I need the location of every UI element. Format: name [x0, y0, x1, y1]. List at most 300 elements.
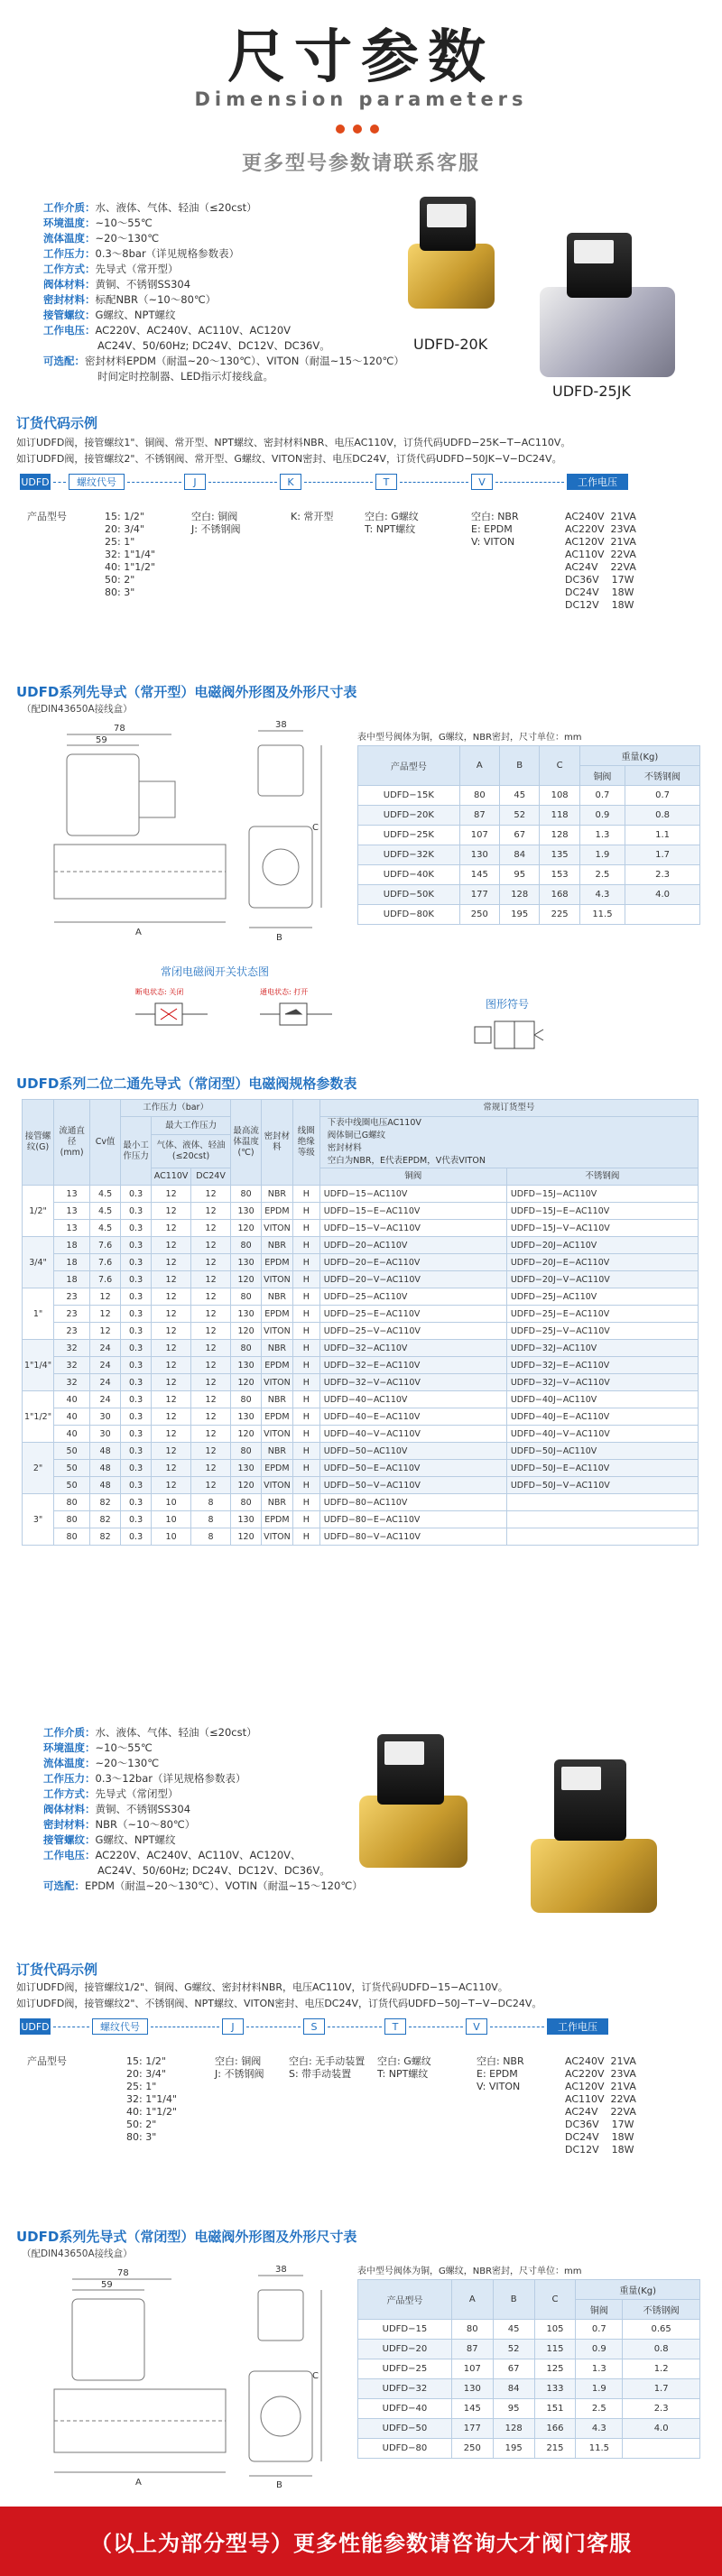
table-cell: 32 — [54, 1340, 90, 1357]
table-row — [23, 1323, 699, 1340]
type-options: K: 常开型 — [291, 511, 334, 522]
table-cell: 130 — [231, 1460, 262, 1477]
table-cell: 130 — [231, 1306, 262, 1323]
table-cell: 12 — [191, 1460, 231, 1477]
table-cell: 0.65 — [623, 2320, 700, 2340]
table-cell: 13 — [54, 1186, 90, 1203]
table-cell: 0.3 — [121, 1323, 152, 1340]
spec-table: 接管螺纹(G) 流通直径(mm) Cv值 工作压力（bar） 最高流体温度(℃) 密封材料 线圈绝缘等级 常规订货型号 最小工作压力 最大工作压力 下表中线圈电压AC110V 阀体铜已G螺纹 密封材料 空白为NBR，E代表EPDM，V代表VITON 气体、液体、轻油(≤20cst) AC110V DC24V 铜阀 不锈钢阀 1/2" 13 4.5 0.3 12 12 80 NBR H UDFD−15−AC110V UDFD−15J−AC110V 13 4.5 0.3 12 12 130 EPDM H UDFD−15−E−AC110V UDFD−15J−E−AC110V 13 4.5 0.3 12 12 120 VITON H UDFD−15−V−AC110V UDFD−15J−V−AC110V 3/4" 18 7.6 0.3 12 12 80 NBR H UDFD−20−AC110V UDFD−20J−AC110V 18 7.6 0.3 12 12 130 EPDM H UDFD−20−E−AC110V UDFD−20J−E−AC110V 18 7.6 0.3 12 12 120 VITON H UDFD−20−V−AC110V UDFD−20J−V−AC110V 1" 23 12 0.3 12 12 80 NBR H UDFD−25−AC110V UDFD−25J−AC110V 23 12 0.3 12 12 130 EPDM H UDFD−25−E−AC110V UDFD−25J−E−AC110V 23 12 0.3 12 12 120 VITON H UDFD−25−V−AC110V UDFD−25J−V−AC110V 1"1/4" 32 24 0.3 12 12 80 NBR H UDFD−32−AC110V UDFD−32J−AC110V 32 24 0.3 12 12 130 EPDM H UDFD−32−E−AC110V UDFD−32J−E−AC110V 32 24 0.3 12 12 120 VITON H UDFD−32−V−AC110V UDFD−32J−V−AC110V 1"1/2" 40 24 0.3 12 12 80 NBR H UDFD−40−AC110V UDFD−40J−AC110V 40 30 0.3 12 12 130 EPDM H UDFD−40−E−AC110V UDFD−40J−E−AC110V 40 30 0.3 12 12 120 VITON H UDFD−40−V−AC110V UDFD−40J−V−AC110V 2" 50 48 0.3 12 12 80 NBR H UDFD−50−AC110V UDFD−50J−AC110V 50 48 0.3 12 12 130 EPDM H UDFD−50−E−AC110V UDFD−50J−E−AC110V 50 48 0.3 12 12 120 VITON H UDFD−50−V−AC110V UDFD−50J−V−AC110V 3" 80 82 0.3 10 8 80 NBR H UDFD−80−AC110V 80 82 0.3 10 8 130 EPDM H UDFD−80−E−AC110V 80 82 0.3 10 8 120 VITON H UDFD−80−V−AC110V — [22, 1099, 699, 1546]
table-cell: UDFD−80−V−AC110V — [319, 1528, 506, 1546]
table-cell: H — [292, 1254, 319, 1271]
table-cell: 0.3 — [121, 1443, 152, 1460]
table-cell: 95 — [500, 865, 540, 885]
coil-image — [567, 233, 632, 298]
table-cell: 12 — [191, 1477, 231, 1494]
spec-value: G螺纹、NPT螺纹 — [95, 309, 176, 321]
table-cell: UDFD−15−V−AC110V — [319, 1220, 506, 1237]
table-row — [23, 1306, 699, 1323]
order-note: 如订UDFD阀，接管螺纹2"、不锈钢阀、NPT螺纹、VITON密封、电压DC24V，订货代码UDFD−50J−T−V−DC24V。 — [16, 1998, 542, 2009]
table-cell: 153 — [540, 865, 579, 885]
table-cell: 32 — [54, 1374, 90, 1391]
spec-value: 0.3～8bar（详见规格参数表） — [95, 247, 240, 260]
spec-row — [43, 1863, 363, 1879]
table-row — [358, 826, 700, 845]
table-cell: UDFD−20K — [358, 806, 460, 826]
table-cell: UDFD−15J−V−AC110V — [506, 1220, 698, 1237]
dimension-table: 产品型号 A B C 重量(Kg) 铜阀 不锈钢阀 UDFD−15 80 45 105 0.7 0.65 UDFD−20 87 52 115 0.9 0.8 UDFD−25 107 67 125 1.3 1.2 UDFD−32 130 84 133 1.9 1.7 UDFD−40 145 95 151 2.5 2.3 UDFD−50 177 128 166 4.3 4.0 UDFD−80 250 195 215 11.5 — [357, 2279, 700, 2459]
table-row — [358, 885, 700, 905]
table-cell: EPDM — [262, 1203, 293, 1220]
spec-value: G螺纹、NPT螺纹 — [95, 1833, 176, 1846]
table-row — [23, 1203, 699, 1220]
states-title: 常闭电磁阀开关状态图 — [161, 965, 270, 978]
table-cell: UDFD−40J−AC110V — [506, 1391, 698, 1408]
table-cell: 8 — [191, 1528, 231, 1546]
table-row — [23, 1237, 699, 1254]
valve-image-brass — [359, 1796, 467, 1868]
order-note: 如订UDFD阀，接管螺纹1/2"、铜阀、G螺纹、密封材料NBR，电压AC110V，订货代码UDFD−15−AC110V。 — [16, 1981, 508, 1993]
dim-title: UDFD系列先导式（常开型）电磁阀外形图及外形尺寸表 — [16, 684, 357, 700]
table-cell: 120 — [231, 1374, 262, 1391]
table-cell: 50 — [54, 1443, 90, 1460]
decor-dots — [336, 125, 379, 134]
table-cell: H — [292, 1203, 319, 1220]
thread-type-options: 空白: G螺纹 T: NPT螺纹 — [377, 2055, 431, 2080]
spec-row — [43, 216, 404, 231]
table-cell: UDFD−40−E−AC110V — [319, 1408, 506, 1426]
table-cell: 12 — [191, 1340, 231, 1357]
table-cell: 32 — [54, 1357, 90, 1374]
dim-subtitle: （配DIN43650A接线盒） — [22, 704, 133, 715]
thread-options: 15: 1/2" 20: 3/4" 25: 1" 32: 1"1/4" 40: 1"1/2" 50: 2" 80: 3" — [105, 511, 156, 598]
symbol-title: 图形符号 — [486, 998, 530, 1011]
table-cell: 80 — [451, 2320, 493, 2340]
spec-row — [43, 1787, 363, 1802]
table-cell: 225 — [540, 905, 579, 925]
table-cell: 0.3 — [121, 1374, 152, 1391]
table-cell: 80 — [54, 1528, 90, 1546]
table-cell: 12 — [152, 1323, 191, 1340]
table-cell: NBR — [262, 1443, 293, 1460]
spec-table-title: UDFD系列二位二通先导式（常闭型）电磁阀规格参数表 — [16, 1076, 357, 1092]
table-cell: UDFD−40−V−AC110V — [319, 1426, 506, 1443]
table-cell: 1.3 — [576, 2359, 623, 2379]
table-cell: VITON — [262, 1271, 293, 1288]
table-cell: H — [292, 1528, 319, 1546]
table-cell: 0.3 — [121, 1494, 152, 1511]
table-cell: 12 — [152, 1306, 191, 1323]
table-cell: VITON — [262, 1220, 293, 1237]
spec-key: 工作方式： — [43, 1787, 96, 1800]
table-cell: 87 — [451, 2340, 493, 2359]
table-cell: 1.7 — [623, 2379, 700, 2399]
table-cell: 12 — [191, 1254, 231, 1271]
table-cell: 0.3 — [121, 1271, 152, 1288]
table-cell: NBR — [262, 1391, 293, 1408]
table-row — [358, 2340, 700, 2359]
spec-key: 阀体材料： — [43, 1803, 96, 1815]
table-cell: 8 — [191, 1511, 231, 1528]
table-cell: UDFD−80−E−AC110V — [319, 1511, 506, 1528]
table-cell: 11.5 — [576, 2439, 623, 2459]
table-cell: 84 — [500, 845, 540, 865]
table-cell: 18 — [54, 1237, 90, 1254]
table-cell: 12 — [152, 1220, 191, 1237]
dim-label: 59 — [96, 735, 107, 745]
table-cell: 4.0 — [623, 2419, 700, 2439]
table-cell: 2.5 — [576, 2399, 623, 2419]
dim-subtitle: （配DIN43650A接线盒） — [22, 2248, 133, 2259]
table-cell: 12 — [90, 1323, 121, 1340]
spec-key: 环境温度： — [43, 217, 96, 229]
table-cell: 130 — [451, 2379, 493, 2399]
coil-image — [420, 197, 476, 251]
table-cell: 12 — [152, 1460, 191, 1477]
table-cell: UDFD−80−AC110V — [319, 1494, 506, 1511]
table-cell: 0.3 — [121, 1511, 152, 1528]
table-cell: 80 — [231, 1186, 262, 1203]
table-cell: 0.3 — [121, 1477, 152, 1494]
dim-note: 表中型号阀体为铜，G螺纹，NBR密封，尺寸单位：mm — [357, 2267, 582, 2276]
spec-row — [43, 1879, 363, 1894]
table-row — [358, 2399, 700, 2419]
table-row — [23, 1288, 699, 1306]
table-cell: UDFD−15J−AC110V — [506, 1186, 698, 1203]
footer-banner: （以上为部分型号）更多性能参数请咨询大才阀门客服 — [0, 2507, 722, 2576]
spec-value: 0.3～12bar（详见规格参数表） — [95, 1772, 246, 1785]
table-row — [358, 845, 700, 865]
spec-key: 接管螺纹： — [43, 309, 96, 321]
table-cell: UDFD−80 — [358, 2439, 452, 2459]
spec-key: 工作电压： — [43, 324, 96, 337]
spec-row — [43, 200, 404, 216]
spec-value: 先导式（常开型） — [95, 263, 179, 275]
table-cell: UDFD−50−E−AC110V — [319, 1460, 506, 1477]
table-cell: 45 — [500, 786, 540, 806]
table-cell: 80 — [231, 1443, 262, 1460]
order-note: 如订UDFD阀，接管螺纹1"、铜阀、常开型、NPT螺纹、密封材料NBR、电压AC110V，订货代码UDFD−25K−T−AC110V。 — [16, 437, 571, 448]
table-cell: NBR — [262, 1288, 293, 1306]
table-cell: 130 — [231, 1511, 262, 1528]
table-cell: UDFD−32K — [358, 845, 460, 865]
table-cell: 12 — [152, 1203, 191, 1220]
table-cell: 12 — [152, 1186, 191, 1203]
table-cell: 4.5 — [90, 1186, 121, 1203]
table-cell: 40 — [54, 1408, 90, 1426]
valve-symbol-icon — [467, 1014, 567, 1056]
table-cell: 118 — [540, 806, 579, 826]
table-cell: 23 — [54, 1323, 90, 1340]
table-cell: 24 — [90, 1357, 121, 1374]
dim-label: C — [312, 2371, 319, 2381]
table-cell: 133 — [534, 2379, 576, 2399]
table-cell: EPDM — [262, 1511, 293, 1528]
table-cell: 1.9 — [576, 2379, 623, 2399]
spec-row — [43, 369, 404, 384]
table-cell: UDFD−40−AC110V — [319, 1391, 506, 1408]
table-cell: H — [292, 1340, 319, 1357]
spec-value: ~20～130℃ — [95, 232, 160, 245]
pipe-cell: 1"1/4" — [23, 1340, 54, 1391]
valve-image-brass — [531, 1839, 657, 1913]
table-cell: H — [292, 1323, 319, 1340]
table-cell: H — [292, 1220, 319, 1237]
table-cell: 7.6 — [90, 1254, 121, 1271]
table-cell: 7.6 — [90, 1271, 121, 1288]
table-row — [23, 1528, 699, 1546]
table-cell: H — [292, 1511, 319, 1528]
spec-value: ~20～130℃ — [95, 1757, 160, 1769]
table-cell: UDFD−25−E−AC110V — [319, 1306, 506, 1323]
table-cell: 7.6 — [90, 1237, 121, 1254]
pipe-cell: 3/4" — [23, 1237, 54, 1288]
table-cell: UDFD−25J−E−AC110V — [506, 1306, 698, 1323]
spec-row — [43, 1756, 363, 1771]
table-cell: UDFD−50−AC110V — [319, 1443, 506, 1460]
spec-row — [43, 262, 404, 277]
table-row — [23, 1186, 699, 1203]
dim-label: C — [312, 823, 319, 833]
dim-label: B — [276, 933, 282, 943]
table-cell: 128 — [500, 885, 540, 905]
table-cell: 250 — [459, 905, 499, 925]
table-cell: 12 — [152, 1288, 191, 1306]
table-cell: NBR — [262, 1494, 293, 1511]
table-cell: 80 — [231, 1391, 262, 1408]
table-row — [358, 905, 700, 925]
table-cell: 24 — [90, 1374, 121, 1391]
table-row — [23, 1340, 699, 1357]
spec-key: 密封材料： — [43, 1818, 96, 1831]
valve-image-steel — [540, 287, 675, 377]
table-cell: UDFD−15−E−AC110V — [319, 1203, 506, 1220]
table-cell: H — [292, 1357, 319, 1374]
table-cell: 128 — [493, 2419, 534, 2439]
table-cell: 130 — [231, 1203, 262, 1220]
order-code-title: 订货代码示例 — [16, 415, 98, 431]
pipe-cell: 2" — [23, 1443, 54, 1494]
table-cell: UDFD−25J−V−AC110V — [506, 1323, 698, 1340]
table-cell: UDFD−20 — [358, 2340, 452, 2359]
table-cell: 82 — [90, 1511, 121, 1528]
table-cell: 12 — [90, 1306, 121, 1323]
table-cell: 12 — [191, 1357, 231, 1374]
table-cell: 84 — [493, 2379, 534, 2399]
table-cell: 151 — [534, 2399, 576, 2419]
spec-row — [43, 1848, 363, 1863]
table-cell: 195 — [493, 2439, 534, 2459]
spec-list-normally-closed — [43, 1725, 363, 1894]
voltage-options: AC240V 21VA AC220V 23VA AC120V 21VA AC110V 22VA AC24V 22VA DC36V 17W DC24V 18W DC12V 18W — [565, 511, 636, 611]
valve-image-brass — [408, 244, 495, 309]
spec-value: AC24V、50/60Hz; DC24V、DC12V、DC36V。 — [97, 339, 330, 352]
table-cell: 8 — [191, 1494, 231, 1511]
table-cell: 18 — [54, 1254, 90, 1271]
dimension-drawing — [36, 718, 325, 944]
table-cell: 24 — [90, 1340, 121, 1357]
table-row — [358, 2320, 700, 2340]
table-cell: UDFD−15J−E−AC110V — [506, 1203, 698, 1220]
table-cell: 95 — [493, 2399, 534, 2419]
page-title: 尺寸参数 — [227, 24, 495, 91]
table-cell: 177 — [451, 2419, 493, 2439]
state-on-label: 通电状态: 打开 — [260, 988, 309, 996]
table-cell: UDFD−50J−V−AC110V — [506, 1477, 698, 1494]
seal-options: 空白: NBR E: EPDM V: VITON — [471, 511, 519, 548]
table-cell: 195 — [500, 905, 540, 925]
table-cell: 48 — [90, 1443, 121, 1460]
table-row — [358, 2359, 700, 2379]
table-cell: H — [292, 1186, 319, 1203]
spec-key: 工作方式： — [43, 263, 96, 275]
table-cell: 12 — [152, 1374, 191, 1391]
table-cell: 12 — [152, 1254, 191, 1271]
spec-key: 环境温度： — [43, 1741, 96, 1754]
table-cell: 12 — [152, 1391, 191, 1408]
table-cell: EPDM — [262, 1254, 293, 1271]
table-cell: 52 — [493, 2340, 534, 2359]
table-cell: 12 — [191, 1408, 231, 1426]
table-cell: 0.8 — [625, 806, 700, 826]
spec-row — [43, 338, 404, 354]
order-code-bar: UDFD 螺纹代号 J K T V 工作电压 — [20, 473, 628, 491]
spec-row — [43, 246, 404, 262]
table-cell: 40 — [54, 1426, 90, 1443]
table-cell: 0.3 — [121, 1306, 152, 1323]
spec-value: AC220V、AC240V、AC110V、AC120V — [95, 324, 292, 337]
spec-row — [43, 1725, 363, 1740]
table-cell: 12 — [152, 1426, 191, 1443]
table-cell: 108 — [540, 786, 579, 806]
table-cell: 2.5 — [579, 865, 625, 885]
spec-row — [43, 308, 404, 323]
table-cell: UDFD−50J−AC110V — [506, 1443, 698, 1460]
table-cell: 82 — [90, 1494, 121, 1511]
table-cell: UDFD−32J−AC110V — [506, 1340, 698, 1357]
table-cell: 120 — [231, 1220, 262, 1237]
table-cell: 0.3 — [121, 1288, 152, 1306]
spec-key: 工作介质： — [43, 1726, 96, 1739]
table-row — [23, 1220, 699, 1237]
table-cell: 0.7 — [625, 786, 700, 806]
table-cell: 30 — [90, 1426, 121, 1443]
table-cell: 107 — [451, 2359, 493, 2379]
table-cell: UDFD−25K — [358, 826, 460, 845]
table-cell: UDFD−20J−E−AC110V — [506, 1254, 698, 1271]
table-cell: 12 — [191, 1374, 231, 1391]
table-cell: 0.9 — [579, 806, 625, 826]
table-cell: 12 — [191, 1323, 231, 1340]
table-cell: 48 — [90, 1460, 121, 1477]
table-cell: 105 — [534, 2320, 576, 2340]
table-cell: 12 — [152, 1237, 191, 1254]
spec-key: 接管螺纹： — [43, 1833, 96, 1846]
voltage-options: AC240V 21VA AC220V 23VA AC120V 21VA AC110V 22VA AC24V 22VA DC36V 17W DC24V 18W DC12V 18W — [565, 2055, 636, 2156]
table-row — [23, 1254, 699, 1271]
spec-key: 流体温度： — [43, 232, 96, 245]
table-cell: 130 — [231, 1357, 262, 1374]
table-row — [358, 806, 700, 826]
table-cell: 12 — [152, 1271, 191, 1288]
order-code-bar: UDFD 螺纹代号 J S T V 工作电压 — [20, 2017, 608, 2036]
table-cell: 1.9 — [579, 845, 625, 865]
table-cell: UDFD−50J−E−AC110V — [506, 1460, 698, 1477]
table-cell: 115 — [534, 2340, 576, 2359]
spec-value: 黄铜、不锈钢SS304 — [95, 1803, 191, 1815]
spec-value: 黄铜、不锈钢SS304 — [95, 278, 191, 291]
table-cell: 80 — [231, 1288, 262, 1306]
dim-label: B — [276, 2480, 282, 2488]
table-cell: 0.8 — [623, 2340, 700, 2359]
spec-key: 工作压力： — [43, 1772, 96, 1785]
spec-key: 工作电压： — [43, 1849, 96, 1861]
dim-title: UDFD系列先导式（常闭型）电磁阀外形图及外形尺寸表 — [16, 2229, 357, 2245]
table-cell: 177 — [459, 885, 499, 905]
table-cell: 13 — [54, 1220, 90, 1237]
table-row — [23, 1357, 699, 1374]
product-label-a: UDFD-20K — [413, 336, 488, 353]
table-cell: 0.3 — [121, 1220, 152, 1237]
dim-label: 78 — [117, 2268, 129, 2278]
spec-value: 水、液体、气体、轻油（≤20cst） — [95, 201, 257, 214]
table-cell: 168 — [540, 885, 579, 905]
table-cell: 67 — [500, 826, 540, 845]
table-cell: H — [292, 1374, 319, 1391]
table-cell: 120 — [231, 1426, 262, 1443]
table-cell: H — [292, 1237, 319, 1254]
dim-label: 78 — [114, 724, 125, 734]
table-cell: 12 — [191, 1391, 231, 1408]
tagline: 更多型号参数请联系客服 — [241, 152, 480, 175]
table-cell: UDFD−25 — [358, 2359, 452, 2379]
table-cell: UDFD−20−V−AC110V — [319, 1271, 506, 1288]
table-cell: 12 — [152, 1408, 191, 1426]
spec-row — [43, 1802, 363, 1817]
table-cell: 215 — [534, 2439, 576, 2459]
table-cell: 48 — [90, 1477, 121, 1494]
table-cell: UDFD−50 — [358, 2419, 452, 2439]
table-cell: 82 — [90, 1528, 121, 1546]
table-cell: 23 — [54, 1306, 90, 1323]
spec-value: 时间定时控制器、LED指示灯接线盒。 — [97, 370, 274, 383]
table-cell: 120 — [231, 1323, 262, 1340]
table-cell: VITON — [262, 1477, 293, 1494]
page-subtitle-en: Dimension parameters — [194, 88, 528, 110]
spec-row — [43, 292, 404, 308]
table-cell: 67 — [493, 2359, 534, 2379]
table-cell: UDFD−20−E−AC110V — [319, 1254, 506, 1271]
spec-key: 阀体材料： — [43, 278, 96, 291]
table-cell: VITON — [262, 1374, 293, 1391]
table-cell: 12 — [191, 1186, 231, 1203]
table-cell: 11.5 — [579, 905, 625, 925]
table-cell: 120 — [231, 1271, 262, 1288]
table-cell: UDFD−80K — [358, 905, 460, 925]
table-cell: 2.3 — [625, 865, 700, 885]
product-code-label: 产品型号 — [27, 2055, 67, 2067]
dim-note: 表中型号阀体为铜，G螺纹，NBR密封，尺寸单位：mm — [357, 733, 582, 743]
pipe-cell: 1/2" — [23, 1186, 54, 1237]
table-cell: 0.3 — [121, 1391, 152, 1408]
table-cell: 4.3 — [579, 885, 625, 905]
table-cell: 80 — [231, 1494, 262, 1511]
table-cell: UDFD−25−AC110V — [319, 1288, 506, 1306]
table-cell: H — [292, 1288, 319, 1306]
pipe-cell: 1" — [23, 1288, 54, 1340]
table-row — [23, 1391, 699, 1408]
spec-value: EPDM（耐温~20～130℃）、VOTIN（耐温~15～120℃） — [85, 1879, 363, 1892]
table-cell: UDFD−32−E−AC110V — [319, 1357, 506, 1374]
